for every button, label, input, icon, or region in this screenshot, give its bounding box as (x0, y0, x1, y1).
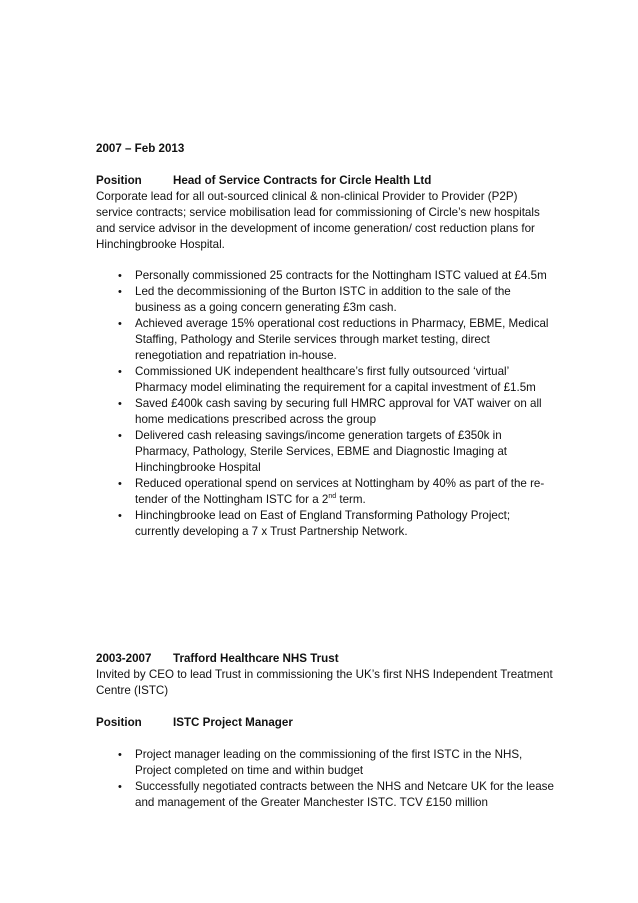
list-item: • Saved £400k cash saving by securing full HMRC approval for VAT waiver on all home medications prescribed across the group (118, 397, 542, 426)
bullet-icon: • (118, 510, 122, 522)
section1-date: 2007 – Feb 2013 (96, 142, 185, 155)
list-item: • Achieved average 15% operational cost reductions in Pharmacy, EBME, Medical Staffing, Pathology and Sterile services through market testing, direct renegotiation and repatriation in-house. (118, 317, 549, 362)
bullet-icon: • (118, 318, 122, 330)
section2-date: 2003-2007 (96, 652, 152, 665)
position-label: Position (96, 716, 142, 729)
position-title: ISTC Project Manager (173, 716, 293, 729)
position-title: Head of Service Contracts for Circle Health Ltd (173, 174, 432, 187)
section1-achievements-list (96, 268, 556, 540)
list-item: • Project manager leading on the commissioning of the first ISTC in the NHS, Project completed on time and within budget (118, 748, 523, 777)
section2-intro: Invited by CEO to lead Trust in commissioning the UK’s first NHS Independent Treatment Centre (ISTC) (96, 668, 553, 697)
list-item: • Reduced operational spend on services at Nottingham by 40% as part of the re-tender of the Nottingham ISTC for a 2nd term. (118, 477, 545, 506)
section2-position-heading (96, 715, 556, 731)
bullet-icon: • (118, 749, 122, 761)
position-label: Position (96, 174, 142, 187)
list-item: • Successfully negotiated contracts between the NHS and Netcare UK for the lease and management of the Greater Manchester ISTC. TCV £150 million (118, 780, 554, 809)
section1-intro: Corporate lead for all out-sourced clinical & non-clinical Provider to Provider (P2P) service contracts; service mobilisation lead for commissioning of Circle’s new hospitals and service advisor in the development of income generation/ cost reduction plans for Hinchingbrooke Hospital. (96, 190, 540, 251)
bullet-icon: • (118, 398, 122, 410)
section1-position-heading (96, 173, 556, 253)
bullet-icon: • (118, 430, 122, 442)
list-item: • Delivered cash releasing savings/income generation targets of £350k in Pharmacy, Pathology, Sterile Services, EBME and Diagnostic Imaging at Hinchingbrooke Hospital (118, 429, 508, 474)
bullet-icon: • (118, 478, 122, 490)
bullet-icon: • (118, 286, 122, 298)
bullet-icon: • (118, 366, 122, 378)
bullet-icon: • (118, 781, 122, 793)
bullet-icon: • (118, 270, 122, 282)
list-item: • Personally commissioned 25 contracts for the Nottingham ISTC valued at £4.5m (118, 269, 547, 282)
list-item: • Commissioned UK independent healthcare’s first fully outsourced ‘virtual’ Pharmacy model eliminating the requirement for a capital investment of £1.5m (118, 365, 536, 394)
list-item: • Hinchingbrooke lead on East of England Transforming Pathology Project; currently developing a 7 x Trust Partnership Network. (118, 509, 511, 538)
section2-achievements-list (96, 747, 556, 811)
section2-header (96, 651, 556, 699)
section2-employer: Trafford Healthcare NHS Trust (173, 652, 339, 665)
list-item: • Led the decommissioning of the Burton ISTC in addition to the sale of the business as a going concern generating £3m cash. (118, 285, 511, 314)
